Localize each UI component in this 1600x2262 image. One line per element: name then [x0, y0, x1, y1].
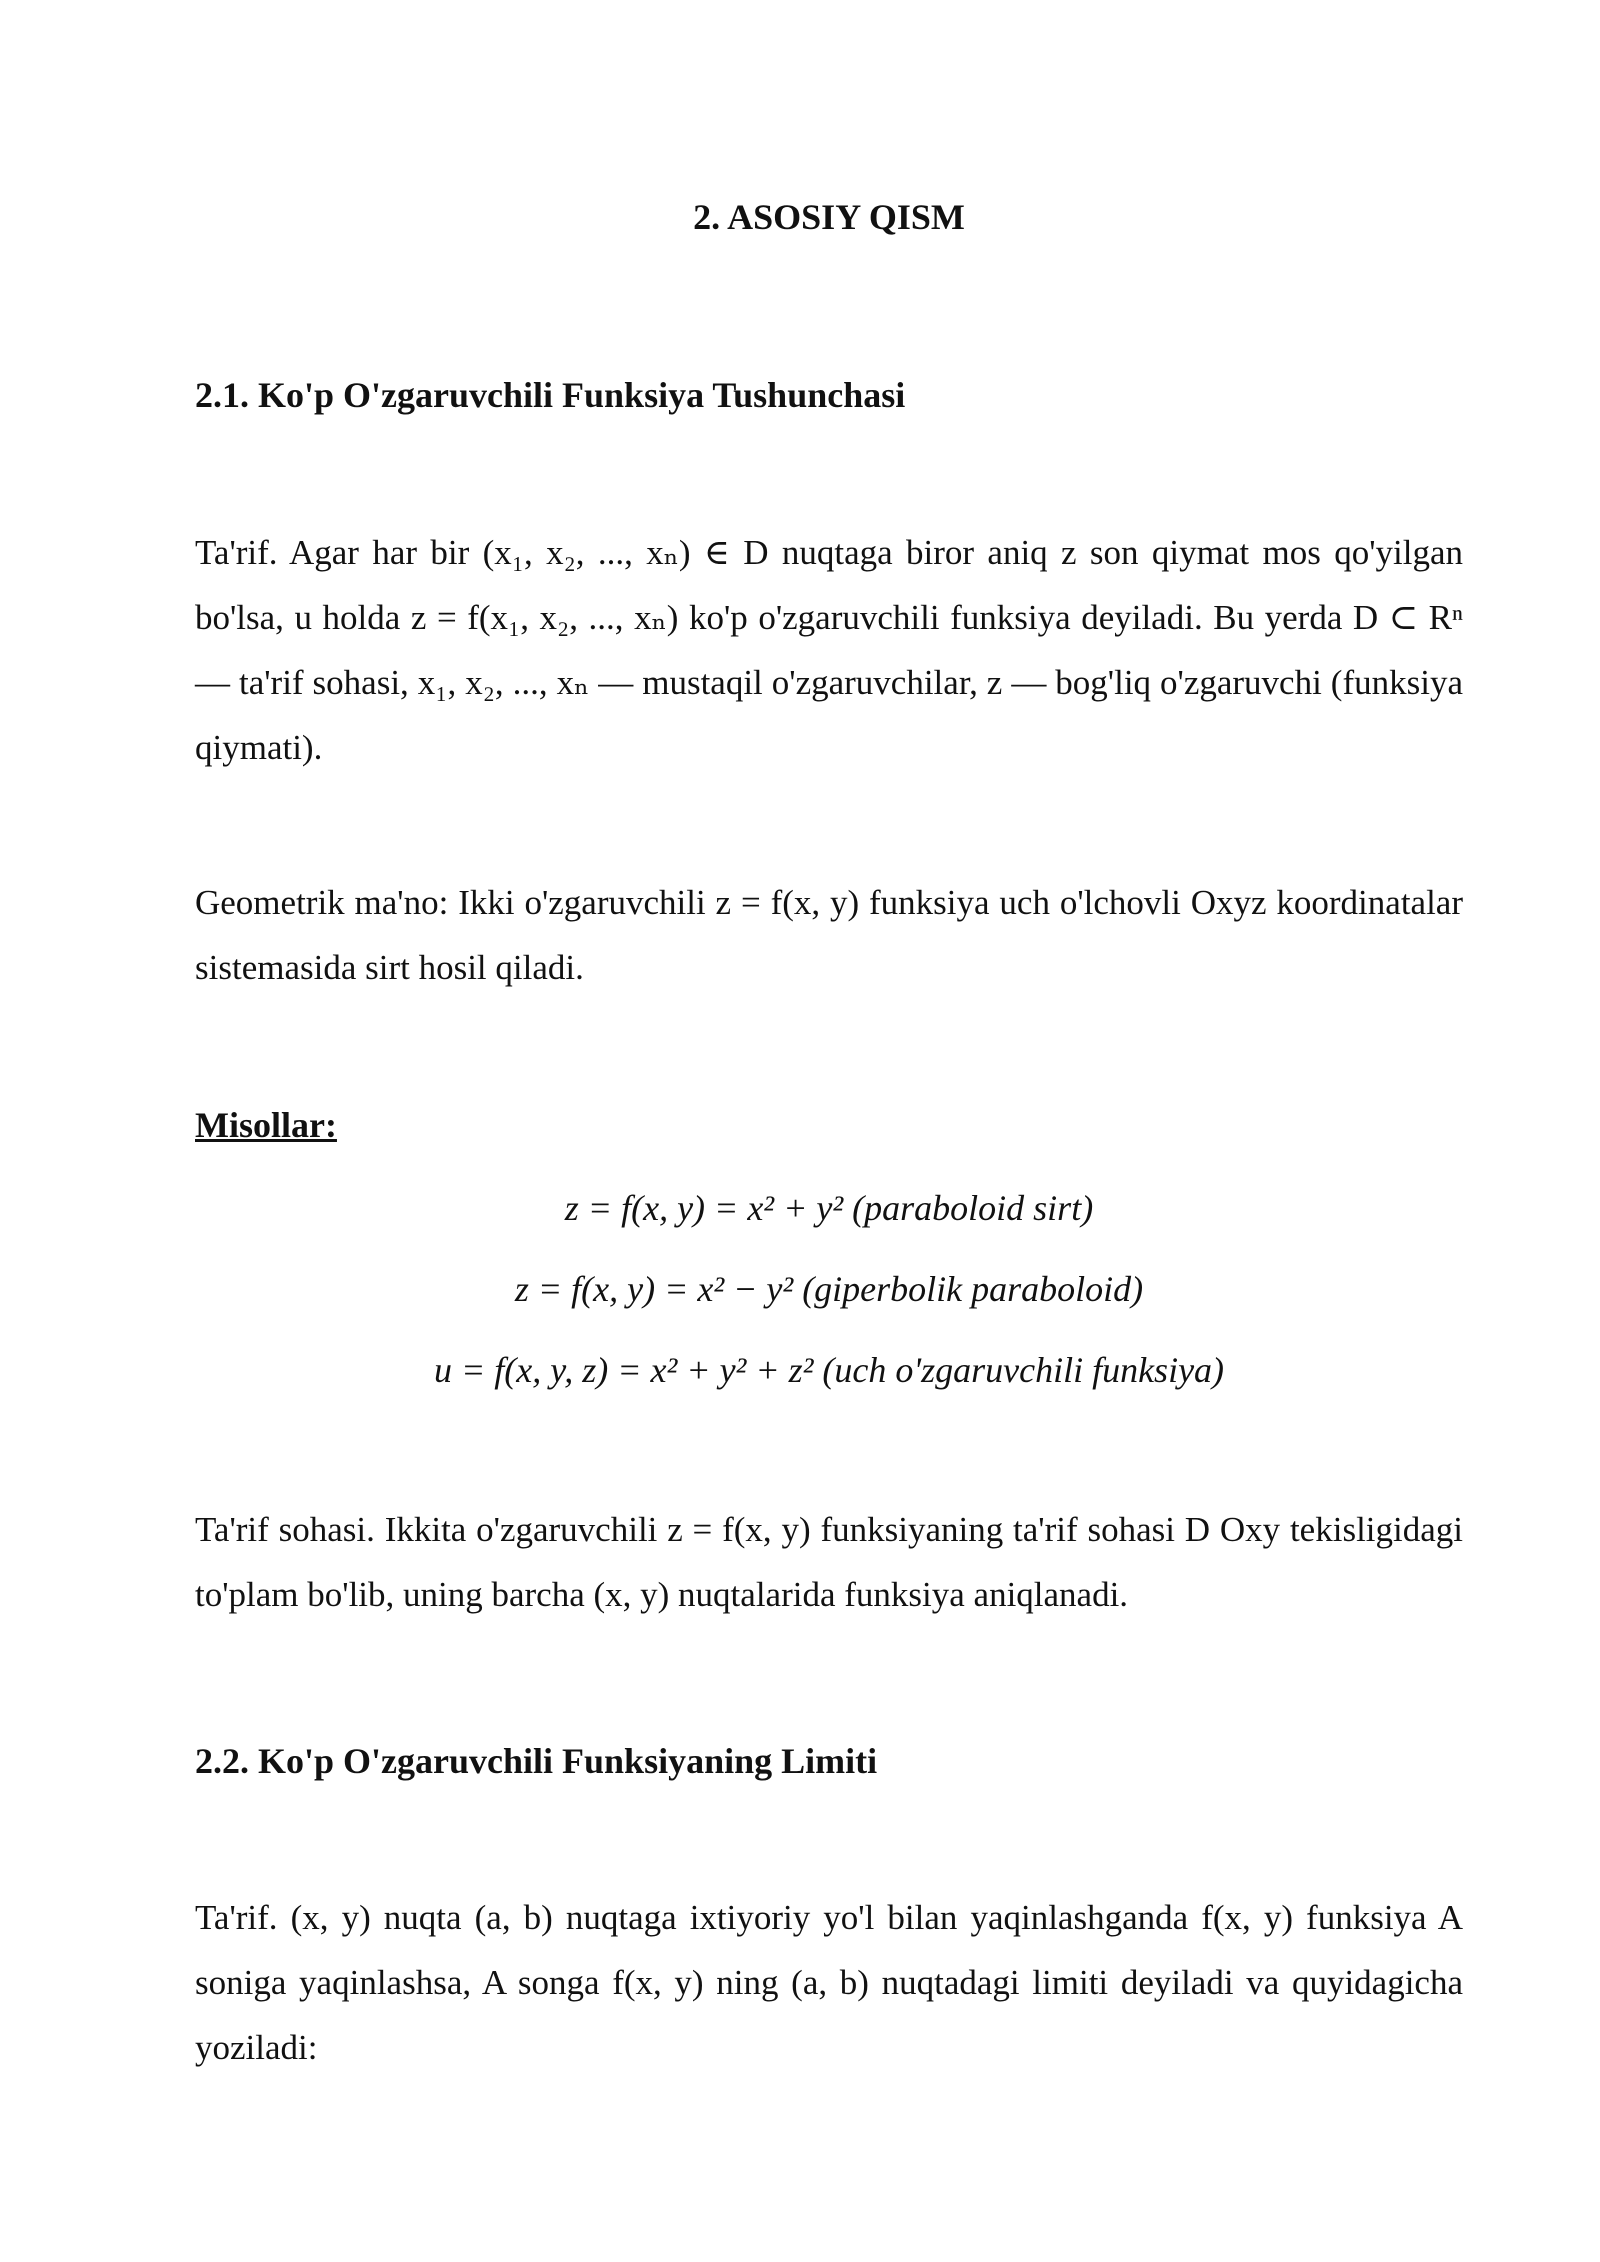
chapter-title: 2. ASOSIY QISM: [693, 197, 965, 237]
section-heading-2-1: 2.1. Ko'p O'zgaruvchili Funksiya Tushunchasi: [195, 375, 906, 415]
formula-hyperbolic-paraboloid: z = f(x, y) = x² − y² (giperbolik paraboloid): [514, 1269, 1144, 1309]
formula-three-variable: u = f(x, y, z) = x² + y² + z² (uch o'zgaruvchili funksiya): [433, 1350, 1225, 1390]
definition-paragraph: Ta'rif. Agar har bir (x₁, x₂, ..., xₙ) ∈ D nuqtaga biror aniq z son qiymat mos qo'yilgan bo'lsa, u holda z = f(x₁, x₂, ..., xₙ) ko'p o'zgaruvchili funksiya deyiladi. Bu yerda D ⊂ Rⁿ — ta'rif sohasi, x₁, x₂, ..., xₙ — mustaqil o'zgaruvchilar, z — bog'liq o'zgaruvchi (funksiya qiymati).: [195, 533, 1463, 767]
formula-paraboloid: z = f(x, y) = x² + y² (paraboloid sirt): [564, 1188, 1094, 1228]
geometric-meaning-paragraph: Geometrik ma'no: Ikki o'zgaruvchili z = f(x, y) funksiya uch o'lchovli Oxyz koordinatalar sistemasida sirt hosil qiladi.: [195, 883, 1463, 987]
section-heading-2-2: 2.2. Ko'p O'zgaruvchili Funksiyaning Limiti: [195, 1741, 878, 1781]
limit-definition-paragraph: Ta'rif. (x, y) nuqta (a, b) nuqtaga ixtiyoriy yo'l bilan yaqinlashganda f(x, y) funksiya A soniga yaqinlashsa, A songa f(x, y) ning (a, b) nuqtadagi limiti deyiladi va quyidagicha yoziladi:: [195, 1898, 1463, 2067]
document-page: [195, 0, 1463, 2262]
examples-heading: Misollar:: [195, 1105, 337, 1145]
domain-definition-paragraph: Ta'rif sohasi. Ikkita o'zgaruvchili z = f(x, y) funksiyaning ta'rif sohasi D Oxy tekisligidagi to'plam bo'lib, uning barcha (x, y) nuqtalarida funksiya aniqlanadi.: [195, 1510, 1463, 1614]
